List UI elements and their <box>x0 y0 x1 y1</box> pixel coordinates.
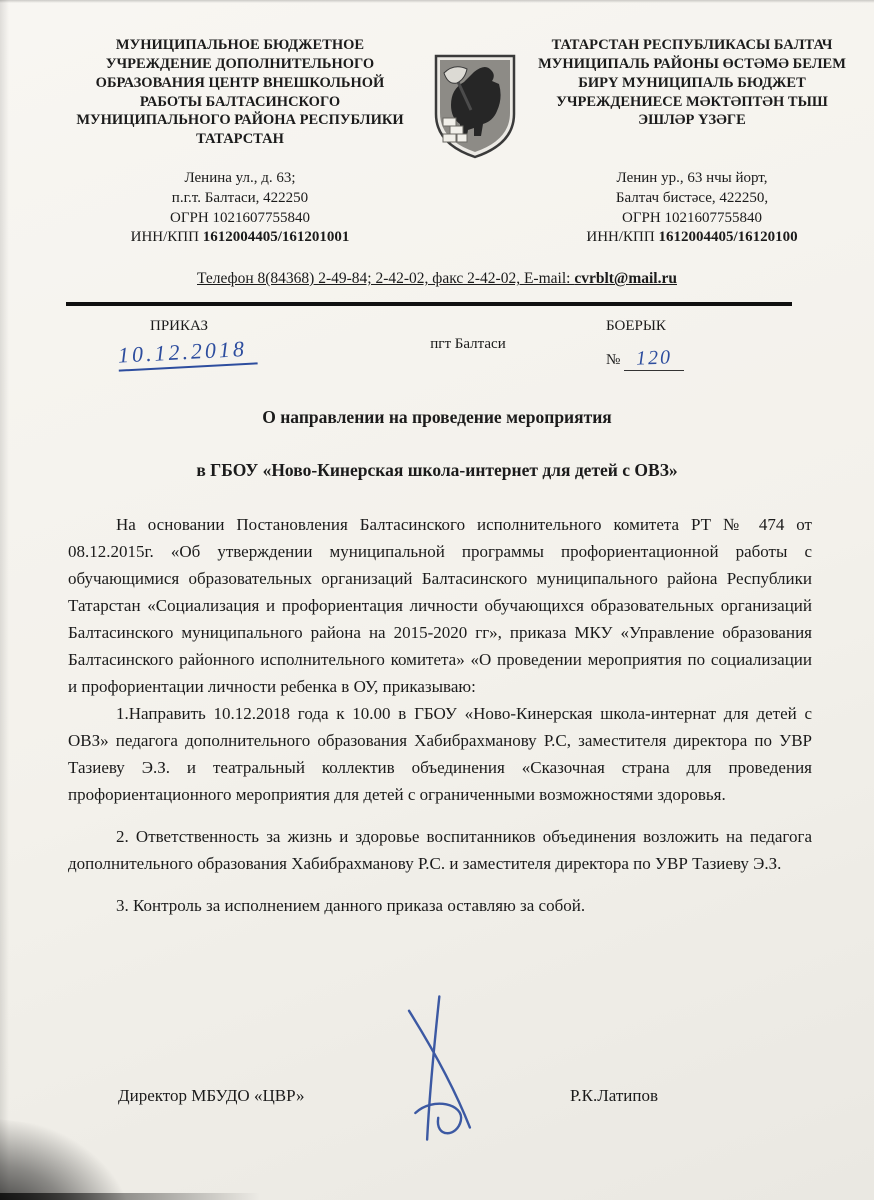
order-label-tatar: БОЕРЫК <box>606 318 666 335</box>
letterhead-divider <box>66 302 792 306</box>
scan-edge-top <box>0 0 874 3</box>
order-label-block <box>117 318 330 371</box>
order-label-ru: ПРИКАЗ <box>150 318 208 335</box>
inn-label: ИНН/КПП <box>130 229 203 246</box>
paragraph-preamble: На основании Постановления Балтасинского исполнительного комитета РТ № 474 от 08.12.2015г. «Об утверждении муниципальной программы профориентационной работы с обучающимися образовательных организаций Балтасинского муниципального района Республики Татарстан «Социализация и профориентация личности обучающихся образовательных организаций Балтасинского муниципального района на 2015-2020 гг», приказа МКУ «Управление образования Балтасинского районного исполнительного комитета» «О проведении мероприятия по социализации и профориентации личности ребенка в ОУ, приказываю: <box>68 515 812 697</box>
address-line: Балтач бистәсе, 422250, <box>615 189 769 206</box>
contact-line <box>0 270 874 288</box>
org-name-russian: МУНИЦИПАЛЬНОЕ БЮДЖЕТНОЕ УЧРЕЖДЕНИЕ ДОПОЛНИТЕЛЬНОГО ОБРАЗОВАНИЯ ЦЕНТР ВНЕШКОЛЬНОЙ РАБОТЫ БАЛТАСИНСКОГО МУНИЦИПАЛЬНОГО РАЙОНА РЕСПУБЛИКИ ТАТАРСТАН <box>76 37 404 148</box>
scan-edge-bottom <box>0 1193 260 1200</box>
address-spacer <box>430 169 520 248</box>
phone-text: Телефон 8(84368) 2-49-84; 2-42-02, факс 2-42-02, E-mail: <box>197 270 575 288</box>
address-line: ОГРН 1021607755840 <box>622 209 762 226</box>
order-place: пгт Балтаси <box>430 336 506 353</box>
scan-edge-left <box>0 0 9 1200</box>
inn-label: ИНН/КПП <box>586 229 659 246</box>
paragraph-item-1: 1.Направить 10.12.2018 года к 10.00 в ГБОУ «Ново-Кинерская школа-интернат для детей с ОВЗ» педагога дополнительного образования Хабибрахманову Р.С, заместителя директора по УВР Тазиеву Э.З. и театральный коллектив объединения «Сказочная страна для проведения профориентационного мероприятия для детей с ограниченными возможностями здоровья. <box>68 704 812 805</box>
scan-corner-shadow <box>0 1116 143 1200</box>
letterhead <box>0 0 874 165</box>
signer-position: Директор МБУДО «ЦВР» <box>118 1086 305 1105</box>
address-line: п.г.т. Балтаси, 422250 <box>171 189 309 206</box>
signature-row <box>118 1086 658 1106</box>
handwritten-date: 10.12.2018 <box>117 336 257 372</box>
address-russian <box>66 169 414 248</box>
order-meta-row <box>0 318 874 371</box>
document-title <box>0 407 874 481</box>
address-tatar <box>536 169 848 248</box>
number-sign: № <box>606 352 621 369</box>
title-line-1: О направлении на проведение мероприятия <box>262 407 612 428</box>
email-address: cvrblt@mail.ru <box>574 270 677 288</box>
signer-name: Р.К.Латипов <box>570 1086 658 1105</box>
inn-kpp-line <box>66 228 414 248</box>
number-underline <box>624 347 684 371</box>
address-line: Ленина ул., д. 63; <box>184 170 296 186</box>
order-body <box>0 481 874 919</box>
paragraph-item-2: 2. Ответственность за жизнь и здоровье воспитанников объединения возложить на педагога дополнительного образования Хабибрахманову Р.С. и заместителя директора по УВР Тазиеву Э.З. <box>68 827 812 874</box>
address-line: Ленин ур., 63 нчы йорт, <box>616 170 768 186</box>
address-block <box>0 165 874 248</box>
inn-value: 1612004405/161201001 <box>202 229 350 246</box>
coat-of-arms-icon <box>430 52 520 165</box>
handwritten-number: 120 <box>635 346 673 370</box>
paragraph-item-3: 3. Контроль за исполнением данного приказа оставляю за собой. <box>116 896 586 916</box>
order-number-line <box>606 347 766 371</box>
handwritten-signature <box>377 982 519 1162</box>
address-line: ОГРН 1021607755840 <box>170 209 310 226</box>
title-line-2: в ГБОУ «Ново-Кинерская школа-интернет для детей с ОВЗ» <box>196 460 678 481</box>
inn-kpp-line <box>536 228 848 248</box>
order-label-block-tatar <box>606 318 766 371</box>
org-name-tatar: ТАТАРСТАН РЕСПУБЛИКАСЫ БАЛТАЧ МУНИЦИПАЛЬ РАЙОНЫ ӨСТӘМӘ БЕЛЕМ БИРҮ МУНИЦИПАЛЬ БЮДЖЕТ УЧРЕЖДЕНИЕСЕ МӘКТӘПТӘН ТЫШ ЭШЛӘР ҮЗӘГЕ <box>538 37 846 129</box>
inn-value: 1612004405/16120100 <box>658 229 798 246</box>
